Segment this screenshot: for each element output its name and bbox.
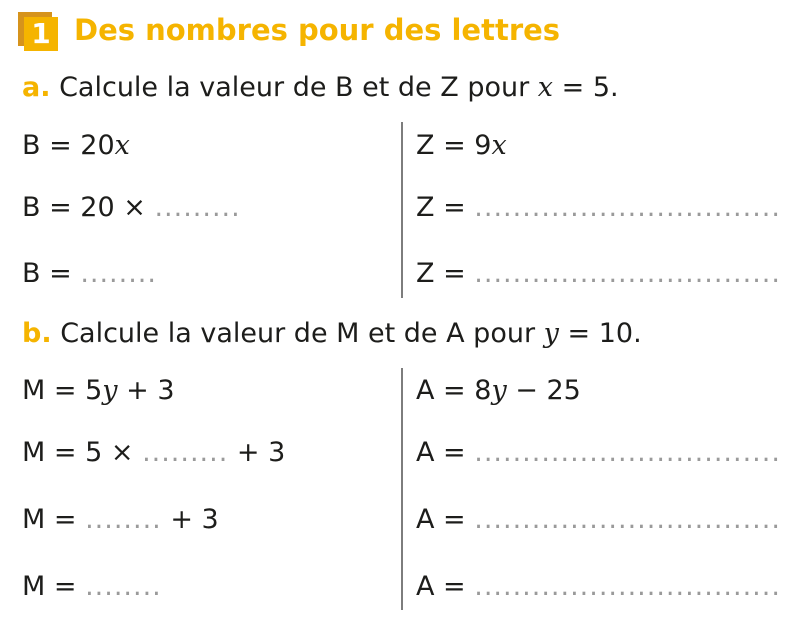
question-a-letter: a. [22, 72, 51, 103]
a-line-2 [416, 437, 781, 468]
question-b-variable: y [543, 318, 559, 349]
b-line-3-blank[interactable]: ........ [80, 258, 157, 289]
question-b-text: Calcule la valeur de M et de A pour [60, 318, 536, 349]
a-line-3-text: A = [416, 504, 475, 535]
z-line-2 [416, 192, 781, 223]
column-divider-a [401, 122, 403, 298]
a-line-2-text: A = [416, 437, 475, 468]
a-line-1-post: − 25 [506, 375, 581, 406]
m-line-2-post: + 3 [228, 437, 286, 468]
b-line-2 [22, 192, 241, 223]
m-line-1-post: + 3 [117, 375, 175, 406]
z-line-1-var: x [491, 130, 507, 161]
m-line-4-text: M = [22, 571, 86, 602]
z-line-2-text: Z = [416, 192, 475, 223]
exercise-title: Des nombres pour des lettres [74, 13, 561, 47]
exercise-number: 1 [24, 17, 58, 51]
z-line-3-text: Z = [416, 258, 475, 289]
z-line-2-blank[interactable]: ................................ [474, 192, 781, 223]
m-line-1-text: M = 5 [22, 375, 103, 406]
a-line-1-var: y [491, 375, 507, 406]
m-line-2 [22, 437, 285, 468]
z-line-1 [416, 130, 507, 161]
column-divider-b [401, 368, 403, 610]
m-line-3-text: M = [22, 504, 86, 535]
z-line-1-text: Z = 9 [416, 130, 492, 161]
exercise-number-badge [18, 12, 58, 50]
question-b [22, 318, 642, 349]
b-line-1-var: x [114, 130, 130, 161]
b-line-3 [22, 258, 157, 289]
question-b-value: = 10. [558, 318, 642, 349]
question-a-variable: x [537, 72, 554, 103]
question-a-text: Calcule la valeur de B et de Z pour [59, 72, 530, 103]
m-line-1-var: y [102, 375, 118, 406]
b-line-2-text: B = 20 × [22, 192, 155, 223]
m-line-2-text: M = 5 × [22, 437, 143, 468]
a-line-3 [416, 504, 781, 535]
z-line-3 [416, 258, 781, 289]
m-line-3-post: + 3 [161, 504, 219, 535]
m-line-4-blank[interactable]: ........ [85, 571, 162, 602]
a-line-4 [416, 571, 781, 602]
m-line-3-blank[interactable]: ........ [85, 504, 162, 535]
b-line-2-blank[interactable]: ......... [154, 192, 241, 223]
a-line-1-text: A = 8 [416, 375, 492, 406]
a-line-1 [416, 375, 581, 406]
a-line-3-blank[interactable]: ................................ [474, 504, 781, 535]
m-line-3 [22, 504, 219, 535]
a-line-4-blank[interactable]: ................................ [474, 571, 781, 602]
m-line-4 [22, 571, 162, 602]
b-line-3-text: B = [22, 258, 81, 289]
z-line-3-blank[interactable]: ................................ [474, 258, 781, 289]
question-a-value: = 5. [553, 72, 619, 103]
a-line-4-text: A = [416, 571, 475, 602]
question-a [22, 72, 619, 103]
a-line-2-blank[interactable]: ................................ [474, 437, 781, 468]
b-line-1-text: B = 20 [22, 130, 115, 161]
m-line-1 [22, 375, 175, 406]
m-line-2-blank[interactable]: ......... [142, 437, 229, 468]
b-line-1 [22, 130, 130, 161]
question-b-letter: b. [22, 318, 52, 349]
